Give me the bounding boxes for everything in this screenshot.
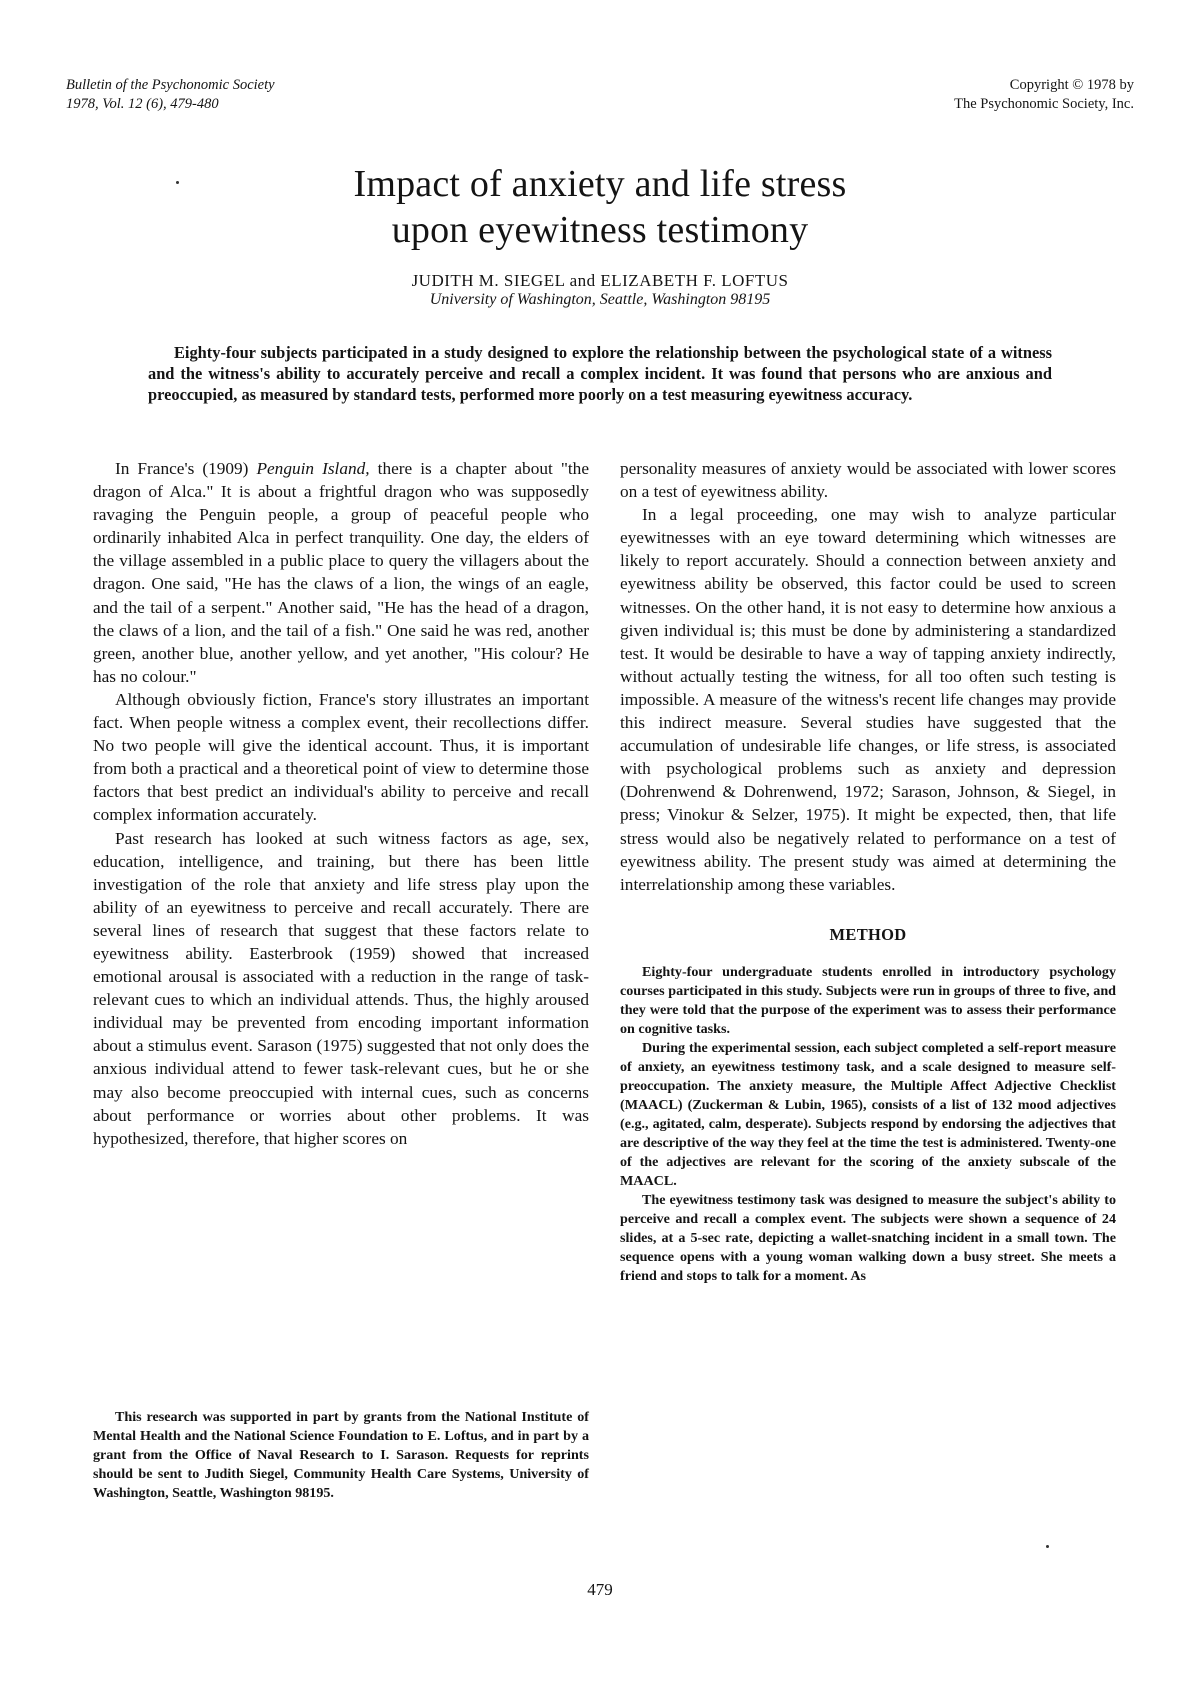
left-column [93,457,589,1150]
intro-text-rest: there is a chapter about "the dragon of Alca." It is about a frightful dragon who was supposedly ravaging the Penguin people, a group of peaceful people who ordinarily inhabited Alca in perfect tranquility. One day, the elders of the village assembled in a public place to query the villagers about the dragon. One said, "He has the claws of a lion, the wings of an eagle, and the tail of a serpent." Another said, "He has the head of a dragon, the claws of a lion, and the tail of a fish." One said he was red, another green, another blue, another yellow, and yet another, "His colour? He has no colour." [93,459,589,686]
title-line-1: Impact of anxiety and life stress [353,163,847,206]
page-number: 479 [587,1580,613,1599]
copyright-holder: The Psychonomic Society, Inc. [954,96,1134,112]
affiliation: University of Washington, Seattle, Washington 98195 [429,291,771,308]
section-heading-method: METHOD [829,924,907,944]
journal-citation [66,76,275,114]
intro-paragraph-continued: personality measures of anxiety would be associated with lower scores on a test of eyewitness ability. [620,459,1116,502]
acknowledgment-footnote: This research was supported in part by grants from the National Institute of Mental Health and the National Science Foundation to E. Loftus, and in part by a grant from the Office of Naval Research to I. Sarason. Requests for reprints should be sent to Judith Siegel, Community Health Care Systems, University of Washington, Seattle, Washington 98195. [93,1409,589,1501]
method-paragraph-1: Eighty-four undergraduate students enrolled in introductory psychology courses participated in this study. Subjects were run in groups of three to five, and they were told that the purpose of the experiment was to assess their performance on cognitive tasks. [620,963,1116,1037]
paper-title [0,161,1200,253]
intro-paragraph-1 [93,457,589,688]
title-line-2: upon eyewitness testimony [391,209,809,252]
author-list: JUDITH M. SIEGEL and ELIZABETH F. LOFTUS [411,271,789,290]
intro-paragraph-4: In a legal proceeding, one may wish to analyze particular eyewitnesses with an eye toward determining which witnesses are likely to report accurately. Should a connection between anxiety and eyewitness ability be observed, this factor could be used to screen witnesses. On the other hand, it is not easy to determine how anxious a given individual is; this must be done by administering a standardized test. It would be desirable to have a way of tapping anxiety indirectly, without actually testing the witness, for all too often such testing is impossible. A measure of the witness's recent life changes may provide this indirect measure. Several studies have suggested that the accumulation of undesirable life changes, or life stress, is associated with psychological problems such as anxiety and depression (Dohrenwend & Dohrenwend, 1972; Sarason, Johnson, & Siegel, in press; Vinokur & Selzer, 1975). It might be expected, then, that life stress would also be negatively related to performance on a test of eyewitness ability. The present study was aimed at determining the interrelationship among these variables. [620,505,1116,894]
journal-name: Bulletin of the Psychonomic Society [66,77,275,93]
journal-volume: 1978, Vol. 12 (6), 479-480 [66,96,219,112]
copyright-notice [954,76,1134,114]
method-paragraph-3: The eyewitness testimony task was designed to measure the subject's ability to perceive and recall a complex event. The subjects were shown a sequence of 24 slides, at a 5-sec rate, depicting a wallet-snatching incident in a small town. The sequence opens with a young woman walking down a busy street. She meets a friend and stops to talk for a moment. As [620,1191,1116,1284]
method-paragraph-2: During the experimental session, each subject completed a self-report measure of anxiety, an eyewitness testimony task, and a scale designed to measure self-preoccupation. The anxiety measure, the Multiple Affect Adjective Checklist (MAACL) (Zuckerman & Lubin, 1965), consists of a list of 132 mood adjectives (e.g., agitated, calm, desperate). Subjects respond by endorsing the adjectives that are descriptive of the way they feel at the time the test is administered. Twenty-one of the adjectives are relevant for the scoring of the anxiety subscale of the MAACL. [620,1039,1116,1189]
copyright-line: Copyright © 1978 by [1009,77,1134,93]
book-title: Penguin Island, [256,459,370,478]
intro-paragraph-3: Past research has looked at such witness factors as age, sex, education, intelligence, and training, but there has been little investigation of the role that anxiety and life stress play upon the ability of an eyewitness to perceive and recall accurately. There are several lines of research that suggest that these factors relate to eyewitness ability. Easterbrook (1959) showed that increased emotional arousal is associated with a reduction in the range of task-relevant cues to which an individual attends. Thus, the highly aroused individual may be prevented from encoding important information about a stimulus event. Sarason (1975) suggested that not only does the anxious individual attend to fewer task-relevant cues, but he or she may also become preoccupied with internal cues, such as concerns about performance or worries about other problems. It was hypothesized, therefore, that higher scores on [93,828,589,1148]
right-column [620,457,1116,1286]
speck-mark [1046,1545,1049,1548]
intro-paragraph-2: Although obviously fiction, France's story illustrates an important fact. When people witness a complex event, their recollections differ. No two people will give the identical account. Thus, it is important from both a practical and a theoretical point of view to determine those factors that best predict an individual's ability to perceive and recall complex information accurately. [93,689,589,825]
intro-text-start: In France's (1909) [115,459,257,478]
abstract: Eighty-four subjects participated in a study designed to explore the relationship between the psychological state of a witness and the witness's ability to accurately perceive and recall a complex incident. It was found that persons who are anxious and preoccupied, as measured by standard tests, performed more poorly on a test measuring eyewitness accuracy. [148,343,1052,404]
